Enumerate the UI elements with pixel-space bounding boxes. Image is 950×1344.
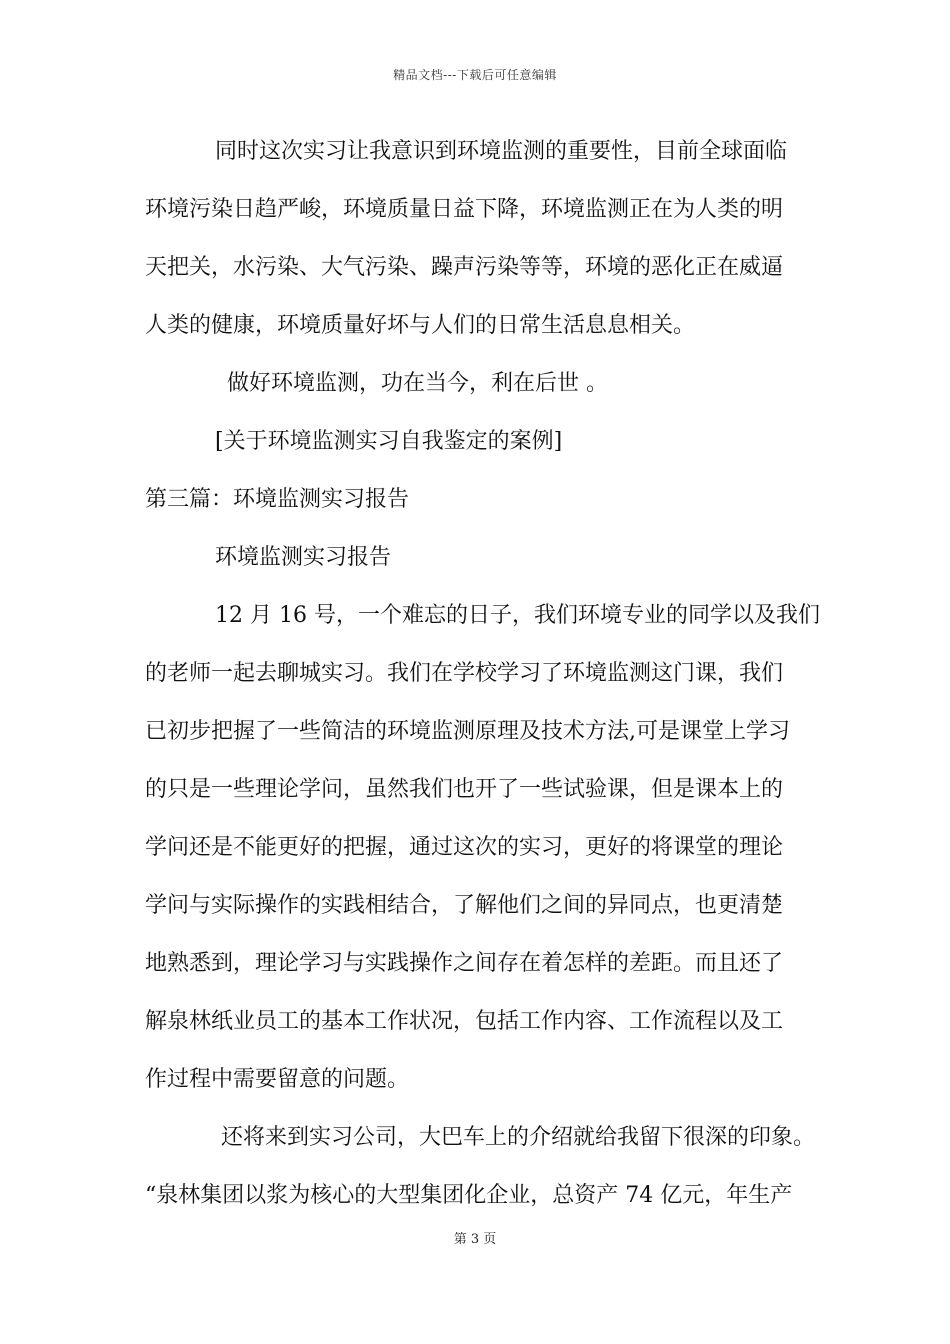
page-header: 精品文档---下载后可任意编辑 — [393, 68, 557, 82]
section-note: [关于环境监测实习自我鉴定的案例] — [215, 429, 563, 454]
section-title: 第三篇：环境监测实习报告 — [145, 487, 410, 512]
paragraph-line: 还将来到实习公司，大巴车上的介绍就给我留下很深的印象。 — [221, 1125, 816, 1150]
paragraph-line: 作过程中需要留意的问题。 — [145, 1067, 410, 1092]
paragraph-line: 学问与实际操作的实践相结合，了解他们之间的异同点，也更清楚 — [145, 893, 784, 918]
paragraph-line: 的只是一些理论学问，虽然我们也开了一些试验课，但是课本上的 — [145, 777, 784, 802]
paragraph-line: 已初步把握了一些简洁的环境监测原理及技术方法,可是课堂上学习 — [145, 719, 790, 744]
paragraph-line: 学问还是不能更好的把握，通过这次的实习，更好的将课堂的理论 — [145, 835, 784, 860]
report-title: 环境监测实习报告 — [215, 545, 392, 570]
paragraph-line: 12 月 16 号，一个难忘的日子，我们环境专业的同学以及我们 — [215, 603, 820, 628]
paragraph-line: 解泉林纸业员工的基本工作状况，包括工作内容、工作流程以及工 — [145, 1009, 784, 1034]
paragraph-line: 同时这次实习让我意识到环境监测的重要性，目前全球面临 — [215, 139, 788, 164]
paragraph-line: 做好环境监测，功在当今，利在后世 。 — [227, 371, 608, 396]
page-number: 第 3 页 — [453, 1232, 497, 1247]
paragraph-line: 地熟悉到，理论学习与实践操作之间存在着怎样的差距。而且还了 — [145, 951, 784, 976]
paragraph-line: 环境污染日趋严峻，环境质量日益下降，环境监测正在为人类的明 — [145, 197, 784, 222]
paragraph-line: 天把关，水污染、大气污染、躁声污染等等，环境的恶化正在威逼 — [145, 255, 784, 280]
paragraph-line: “泉林集团以浆为核心的大型集团化企业，总资产 74 亿元，年生产 — [145, 1183, 793, 1208]
paragraph-line: 人类的健康，环境质量好坏与人们的日常生活息息相关。 — [145, 313, 696, 338]
document-body — [145, 132, 835, 1234]
paragraph-line: 的老师一起去聊城实习。我们在学校学习了环境监测这门课，我们 — [145, 661, 784, 686]
